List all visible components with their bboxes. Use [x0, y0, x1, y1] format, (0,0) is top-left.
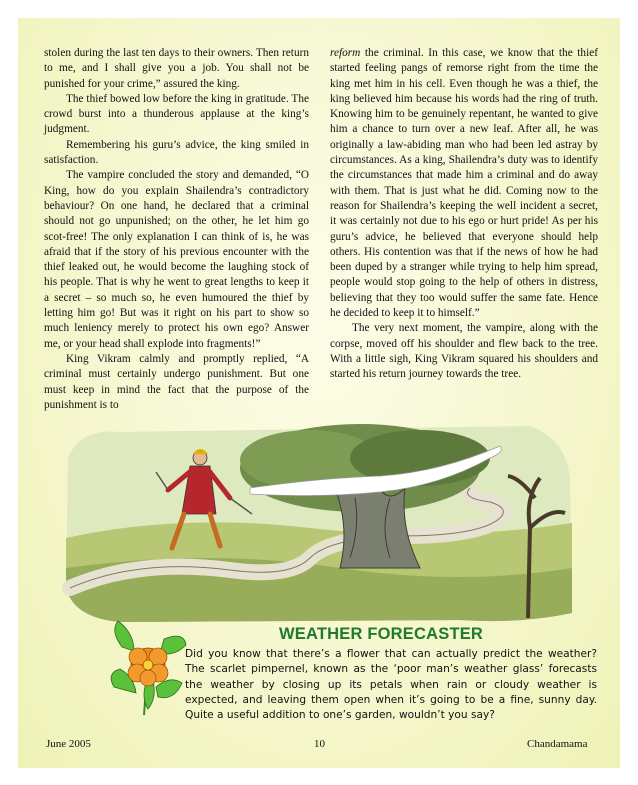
footer-date: June 2005: [46, 738, 91, 750]
footer-magazine: Chandamama: [527, 738, 588, 750]
right-text-column: [330, 46, 598, 383]
italic-word: reform: [330, 47, 361, 59]
flower-illustration: [104, 617, 189, 717]
paragraph: King Vikram calmly and promptly replied, “A criminal must certainly undergo punishment. But one must keep in mind the fact that the purpose of the punishment is to: [44, 352, 309, 411]
story-illustration: [60, 418, 575, 626]
paragraph: The thief bowed low before the king in gratitude. The crowd burst into a thunderous applause at the king’s judgment.: [44, 92, 309, 136]
paragraph: The very next moment, the vampire, along with the corpse, moved off his shoulder and flew back to the tree. With a little sigh, King Vikram squared his shoulders and started his return journey towards the tree.: [330, 322, 598, 381]
box-title: WEATHER FORECASTER: [279, 625, 484, 643]
paragraph-text: the criminal. In this case, we know that the thief started feeling pangs of remorse right from the time the king met him in his cell. Even though he was a thief, the king believed him because his words had the ring of truth. Knowing him to be genuinely repentant, he wanted to give him a chance to turn over a new leaf. After all, he was originally a law-abiding man who had been led astray by circumstances. As a king, Shailendra’s duty was to identify the circumstances that made him a criminal and do away with them. That is just what he did. Coming now to the reason for Shailendra’s keeping the well incident a secret, it was certainly not due to his ego or hurt pride! As per his guru’s advice, he believed that everyone should help others. His contention was that if the news of how he had been duped by a stranger while trying to help him spread, people would stop going to the help of others in distress, believing that they too would suffer the same fate. Hence he decided to keep it to himself.”: [330, 47, 598, 320]
page-number: 10: [314, 738, 325, 750]
left-text-column: [44, 46, 309, 413]
box-text: Did you know that there’s a flower that can actually predict the weather? The scarlet pimpernel, known as the ‘poor man’s weather glass’ forecasts the weather by closing up its petals when rain or cloudy weather is expected, and leaving them open when it’s going to be a fine, sunny day. Quite a useful addition to one’s garden, wouldn’t you say?: [185, 648, 597, 722]
paragraph: The vampire concluded the story and demanded, “O King, how do you explain Shailendra’s contradictory behaviour? On one hand, he declared that a criminal should not go unpunished; on the other, he let him go scot-free! The only explanation I can think of is, he was afraid that if the story of his previous encounter with the thief leaked out, he would become the laughing stock of his people. That is why he went to great lengths to keep it a secret – so much so, he even humoured the thief by letting him go! But was it right on his part to show so much leniency merely to protect his own ego? Answer me, or your head shall explode into fragments!”: [44, 169, 309, 350]
paragraph: [330, 46, 598, 321]
paragraph: stolen during the last ten days to their owners. Then return to me, and I shall give you a job. You shall not be punished for your crime,” assured the king.: [44, 47, 309, 90]
paragraph: Remembering his guru’s advice, the king smiled in satisfaction.: [44, 138, 309, 167]
